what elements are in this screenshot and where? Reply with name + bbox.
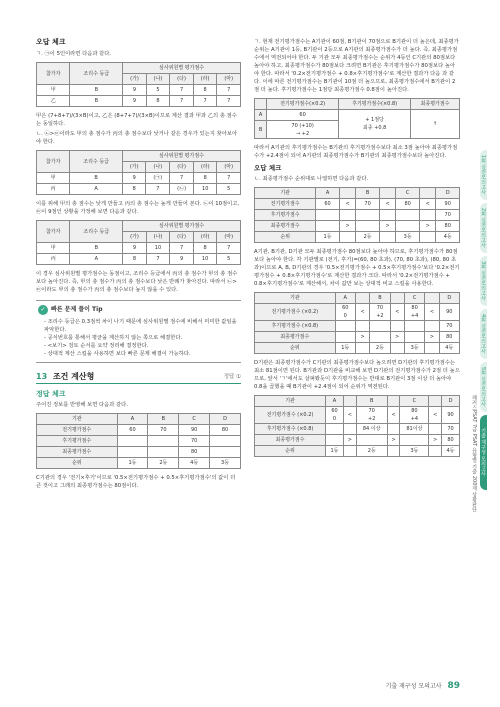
cell: 10: [193, 254, 217, 265]
th-col: (가): [122, 162, 145, 173]
cell: B: [70, 173, 123, 184]
para-4: 주어진 정보를 반영해 보면 다음과 같다.: [36, 402, 128, 408]
cell: 8: [123, 254, 147, 265]
cell: 9: [122, 173, 145, 184]
cell: <: [429, 407, 442, 424]
th: D: [210, 414, 241, 425]
cell: 80: [439, 332, 459, 343]
cell: [356, 221, 379, 232]
th: B: [356, 396, 387, 407]
th: 전기평가점수(×0.2): [267, 99, 339, 110]
cell: 8: [193, 243, 217, 254]
cell: 60 0: [335, 304, 355, 321]
th-col: (나): [146, 232, 170, 243]
table-3: [36, 220, 241, 265]
table-row: [37, 447, 241, 458]
cell: 3등: [400, 446, 429, 457]
cell: >: [429, 435, 442, 446]
lightbulb-icon: ✓: [38, 305, 48, 315]
table-r1: [254, 98, 460, 139]
cell: 60 0: [326, 407, 344, 424]
cell: 80: [396, 199, 419, 210]
th-grade: 조리수 등급: [70, 221, 123, 243]
cell: 9: [123, 96, 147, 107]
table-row: [37, 254, 241, 265]
cell: [326, 435, 344, 446]
th-col: (나): [146, 162, 170, 173]
para-2: 이를 위해 甲의 총 점수는 낮게 만들고 丙의 총 점수는 높게 만들어 본다. ㉡이 10점이고, ㉢이 9점인 상황을 가정해 보면 다음과 같다.: [36, 201, 240, 215]
cell: 7: [146, 254, 170, 265]
cell: 7: [170, 85, 194, 96]
para-r3: A기관, B기관, D기관 모두 최종평가점수 80점보다 높아야 하므로, 후기평가점수가 80점보다 높아야 한다. 각 기관별로 (전기, 후기)=(60, 80 초과), (70, 80 초과), (80, 80 초과)이므로 A, B, D기관의 경우 '0.5×전기평가점수 + 0.5×후기평가점수'보다 '0.2×전기평가점수 + 0.8×후기평가점수'로 계산한 결과가 크다. 따라서 '0.2×전기평가점수 + 0.8×후기평가점수'로 계산해서, 차이 값만 보는 상대적 비교 스킬을 사용한다.: [254, 249, 460, 287]
cell: 1등: [335, 343, 355, 354]
answer-label: 정답 ①: [223, 374, 241, 380]
th: 기관: [255, 396, 326, 407]
cell: [326, 424, 344, 435]
cell: 7: [170, 243, 194, 254]
cell: [339, 232, 356, 243]
cell: [404, 332, 424, 343]
cell: <: [339, 199, 356, 210]
cell: 5: [217, 184, 241, 195]
cell: 7: [170, 96, 194, 107]
cell: 5: [146, 85, 170, 96]
cell: 70: [442, 424, 460, 435]
table-row: [37, 436, 241, 447]
cell: 70 +2: [356, 407, 387, 424]
section-title: [36, 373, 94, 381]
cell: 70: [148, 425, 179, 436]
th: A: [326, 396, 344, 407]
th-col: (라): [193, 232, 217, 243]
cell: 전기평가점수: [255, 199, 316, 210]
cell: 丙: [37, 184, 70, 195]
cell: [356, 435, 387, 446]
th: [255, 99, 267, 110]
th-col: (가): [123, 232, 147, 243]
item-n: ㄴ. ㉡>㉢이라도 甲의 총 점수가 丙의 총 점수보다 낮거나 같은 경우가 있는지 찾아보아야 한다.: [36, 131, 238, 145]
cell: [148, 447, 179, 458]
cell: 70: [439, 321, 459, 332]
table-2: [36, 150, 241, 195]
table-row: [37, 425, 241, 436]
th-col: (가): [123, 74, 147, 85]
cell: A: [70, 184, 123, 195]
cell: 4등: [442, 446, 460, 457]
section-header: [36, 373, 241, 384]
th: C: [404, 293, 424, 304]
th: [429, 396, 442, 407]
th: 기관: [255, 293, 336, 304]
cell: 60: [117, 425, 148, 436]
cell: >: [390, 332, 404, 343]
tip-item: - 상대적 계산 스킬을 사용하면 보다 빠른 문제 해결이 가능하다.: [44, 351, 191, 357]
th-col: (다): [170, 162, 194, 173]
cell: (㉡): [170, 184, 194, 195]
cell: <: [379, 199, 396, 210]
cell: >: [425, 332, 439, 343]
cell: <: [390, 304, 404, 321]
cell: A: [255, 110, 267, 121]
cell: [387, 446, 400, 457]
cell: [387, 424, 400, 435]
th-col: (마): [217, 162, 241, 173]
tip-item: - <보기> 검토 순서를 요약 정리해 결정한다.: [44, 343, 149, 349]
table-r4: [254, 395, 460, 457]
cell: 80: [210, 425, 241, 436]
table-row: [255, 199, 460, 210]
cell: 최종평가점수: [255, 221, 316, 232]
cell: >: [387, 435, 400, 446]
cell: 4등: [179, 458, 210, 469]
cell: [355, 343, 369, 354]
th-span: 심사위원별 평가점수: [123, 221, 241, 232]
book-title-vertical: 해커스PSAT 7급 PSAT 유형별 기출 200제 상황판단: [471, 395, 477, 512]
cell: + 1점당 최종 +0.8: [339, 110, 411, 139]
cell: 9: [170, 254, 194, 265]
table-row: [255, 435, 460, 446]
item-n-right: ㄴ. 최종평가점수 순위대로 나열하면 다음과 같다.: [254, 176, 369, 182]
cell: [419, 210, 436, 221]
th: D: [442, 396, 460, 407]
quick-tip-box: [36, 300, 241, 363]
table-row: [37, 458, 241, 469]
cell: >: [343, 435, 356, 446]
table-r2: [254, 187, 460, 243]
table-1: [36, 62, 241, 107]
para-1: 甲은 (7+8+7)/(3×B)이고, 乙은 (8+7+7)/(3×B)이므로 계산 결과 甲과 乙의 총 점수는 동일하다.: [36, 113, 237, 127]
cell: 4등: [436, 232, 460, 243]
cell: [429, 446, 442, 457]
table-row: [255, 446, 460, 457]
table-row: [255, 210, 460, 221]
table-row: [37, 243, 241, 254]
cell: >: [419, 221, 436, 232]
cell: 80: [442, 435, 460, 446]
th-span: 심사위원별 평가점수: [123, 63, 241, 74]
th: [390, 293, 404, 304]
th-grade: 조리수 등급: [70, 151, 123, 173]
cell: B: [255, 121, 267, 139]
cell: 60: [267, 110, 339, 121]
side-tab[interactable]: 5회 실전모의고사: [480, 362, 487, 412]
cell: 乙: [37, 96, 70, 107]
cell: 81이상: [400, 424, 429, 435]
cell: [316, 210, 339, 221]
cell: 7: [146, 184, 170, 195]
th: C: [400, 396, 429, 407]
cell: >: [339, 221, 356, 232]
cell: B: [70, 96, 123, 107]
cell: [335, 332, 355, 343]
th: B: [356, 188, 379, 199]
cell: 70: [179, 436, 210, 447]
cell: 2등: [356, 232, 379, 243]
para-5: C기관의 경우 '전기×후기'이므로 '0.5×전기평가점수 + 0.5×후기평가점수'의 값이 더 큰 것이고 그래의 최종평가점수는 80점이다.: [36, 475, 236, 489]
table-row: [255, 304, 460, 321]
cell: 7: [217, 173, 241, 184]
cell: [425, 343, 439, 354]
cell: 2등: [356, 446, 387, 457]
th: 후기평가점수(×0.8): [339, 99, 411, 110]
cell: [379, 210, 396, 221]
cell: 전기평가점수 (×0.2): [255, 407, 326, 424]
cell: <: [387, 407, 400, 424]
cell: [419, 232, 436, 243]
cell: 3등: [396, 232, 419, 243]
cell: 순위: [255, 343, 336, 354]
cell: 1등: [117, 458, 148, 469]
table-row: [37, 85, 241, 96]
cell: [390, 343, 404, 354]
table-r3: [254, 292, 460, 354]
cell: [343, 424, 356, 435]
cell: 10: [193, 184, 216, 195]
th: B: [148, 414, 179, 425]
cell: [148, 436, 179, 447]
cell: 80 +4: [400, 407, 429, 424]
th: [355, 293, 369, 304]
item-g: ㄱ. ㉠이 5인이라면 다음과 같다.: [36, 51, 112, 57]
th: [419, 188, 436, 199]
th: 최종평가점수: [411, 99, 460, 110]
cell: 순위: [37, 458, 118, 469]
th: [379, 188, 396, 199]
table-row: [37, 173, 241, 184]
cell: >: [355, 332, 369, 343]
cell: 80 +4: [404, 304, 424, 321]
cell: 丙: [37, 254, 70, 265]
th: [387, 396, 400, 407]
cell: [210, 447, 241, 458]
cell: 1등: [326, 446, 344, 457]
cell: [117, 436, 148, 447]
para-r4: D기관은 최종평가점수가 C기관의 최종평가점수보다 높으려면 D기관의 후기평가점수는 최소 81점이면 된다. B기관과 D기관을 비교해 보면 D기관의 전기평가점수가 2점 더 높으므로, 앞서 'ㄱ'에서도 살펴봤듯이 후기평가점수는 반대로 B기관이 3점 이상 더 높아야 0.8을 곱했을 때 B기관이 +2.4점이 되어 순위가 역전된다.: [254, 360, 460, 390]
cell: 70: [356, 199, 379, 210]
cell: <: [425, 304, 439, 321]
th: [425, 293, 439, 304]
cell: 2등: [370, 343, 390, 354]
cell: <: [355, 304, 369, 321]
tip-item: - 조리수 등급은 0.3점씩 차이 나기 때문에 심사위원별 점수에 비해서 미미한 값임을 파악한다.: [44, 319, 237, 333]
page-number: 89: [447, 681, 460, 691]
cell: 후기평가점수 (×0.8): [255, 321, 336, 332]
right-column: [254, 38, 460, 462]
cell: [335, 321, 355, 332]
th: [343, 396, 356, 407]
section-name: 조건 계산형: [52, 372, 95, 381]
th-col: (마): [217, 232, 241, 243]
cell: 90: [436, 199, 460, 210]
table-row: [255, 332, 460, 343]
cell: [210, 436, 241, 447]
th-col: (라): [193, 162, 216, 173]
th: C: [396, 188, 419, 199]
cell: 최종평가점수: [255, 435, 326, 446]
th-col: (나): [146, 74, 170, 85]
cell: [356, 210, 379, 221]
cell: (㉠): [146, 173, 170, 184]
cell: 70: [436, 210, 460, 221]
cell: 84 이상: [356, 424, 387, 435]
table-row: [255, 221, 460, 232]
cell: [396, 221, 419, 232]
th: 기관: [255, 188, 316, 199]
cell: [379, 232, 396, 243]
th-participant: 참가자: [37, 151, 70, 173]
tip-item: - 공식번호를 통해서 평균을 계산하지 않는 쪽으로 해결한다.: [44, 335, 183, 341]
cell: [429, 424, 442, 435]
cell: 전기평가점수 (×0.2): [255, 304, 336, 321]
cell: [355, 321, 369, 332]
th: A: [117, 414, 148, 425]
cell: 후기평가점수: [255, 210, 316, 221]
cell: [404, 321, 424, 332]
side-tab[interactable]: 3회 실전모의고사: [480, 256, 487, 306]
left-column: [36, 38, 241, 492]
cell: >: [379, 221, 396, 232]
cell: 70 +2: [370, 304, 390, 321]
th: [339, 188, 356, 199]
th: C: [179, 414, 210, 425]
cell: 최종평가점수: [37, 447, 118, 458]
cell: 8: [193, 85, 217, 96]
table-row: [255, 343, 460, 354]
side-tab[interactable]: 1회 실전모의고사: [480, 150, 487, 200]
side-tab-active[interactable]: 기출 재구성 모의고사: [480, 415, 487, 490]
cell: 최종평가점수: [255, 332, 336, 343]
cell: 甲: [37, 173, 70, 184]
cell: 7: [217, 243, 241, 254]
th-participant: 참가자: [37, 221, 70, 243]
page-footer: [386, 681, 460, 691]
th: 기관: [37, 414, 118, 425]
wrong-check-heading-2: 오답 체크: [254, 164, 282, 172]
side-tab-strip: [480, 150, 500, 493]
cell: 甲: [37, 243, 70, 254]
table-row: [255, 232, 460, 243]
cell: 7: [217, 96, 241, 107]
para-3: 이 경우 심사위원별 평가점수는 동점이고, 조리수 등급에서 丙의 총 점수가 甲의 총 점수보다 높아진다. 즉, 甲의 총 점수가 丙의 총 점수보다 낮은 반례가 찾아진다. 따라서 ㉡>㉢이라도 甲의 총 점수가 丙의 총 점수보다 높지 않을 수 있다.: [36, 271, 238, 293]
table-4: [36, 413, 241, 469]
table-row: [255, 424, 460, 435]
cell: 8: [193, 173, 216, 184]
cell: 8: [146, 96, 170, 107]
cell: [370, 321, 390, 332]
th: D: [439, 293, 459, 304]
side-tab[interactable]: 2회 실전모의고사: [480, 203, 487, 253]
cell: 90: [442, 407, 460, 424]
cell: <: [343, 407, 356, 424]
para-r1: ㄱ. 현재 전기평가점수는 A기관이 60점, B기관이 70점으로 B기관이 더 높은데, 최종평가순위는 A기관이 1등, B기관이 2등으로 A기관의 최종평가점수가 더 높다. 즉, 최종평가점수에서 역전되어야 한다. 두 기관 모두 최종평가점수는 순위가 4등인 C기관의 80점보다 높아야 하고, 최종평가점수가 80점보다 크려면 B기관은 후기평가점수가 80점보다 높아야 한다. 따라서 '0.2×전기평가점수 + 0.8×후기평가점수'로 계산한 결과가 다음 과 같다. 이에 따른 전기평가점수는 B기관이 10점 더 높으므로, 최종평가점수에서 B기관이 2점 더 높다. 후기평가점수는 1점당 최종평가점수 0.8점이 높아진다.: [254, 39, 459, 93]
th-col: (라): [193, 74, 217, 85]
table-row: [37, 184, 241, 195]
cell: 90: [179, 425, 210, 436]
tip-title-row: [38, 305, 239, 315]
cell: 9: [123, 85, 147, 96]
cell: 4등: [439, 343, 459, 354]
th-col: (다): [170, 232, 194, 243]
cell: 3등: [404, 343, 424, 354]
cell: 7: [217, 85, 241, 96]
th-grade: 조리수 등급: [70, 63, 123, 85]
cell: 7: [170, 173, 194, 184]
cell: [117, 447, 148, 458]
cell: 10: [146, 243, 170, 254]
cell: A: [70, 254, 123, 265]
cell: 3등: [210, 458, 241, 469]
side-tab[interactable]: 4회 실전모의고사: [480, 309, 487, 359]
cell: [339, 210, 356, 221]
cell: 순위: [255, 232, 316, 243]
cell: 2등: [148, 458, 179, 469]
th: A: [316, 188, 339, 199]
cell: 후기평가점수 (×0.8): [255, 424, 326, 435]
cell: 甲: [37, 85, 70, 96]
cell: [425, 321, 439, 332]
cell: 5: [217, 254, 241, 265]
para-r2: 따라서 A기관의 후기평가점수는 B기관의 후기평가점수보다 최소 3점 높아야 최종평가점수가 +2.4점이 되어 A기관의 최종평가점수가 B기관의 최종평가점수보다 높아진다.: [254, 145, 458, 159]
cell: [316, 221, 339, 232]
th: A: [335, 293, 355, 304]
cell: 60: [316, 199, 339, 210]
th: D: [436, 188, 460, 199]
cell: [400, 435, 429, 446]
cell: ↑: [411, 110, 460, 139]
cell: 80: [179, 447, 210, 458]
table-row: [37, 96, 241, 107]
cell: 80: [436, 221, 460, 232]
cell: 7: [193, 96, 217, 107]
th-span: 심사위원별 평가점수: [122, 151, 240, 162]
tip-title: 빠른 문제 풀이 Tip: [51, 306, 103, 313]
cell: 70 (+10) → +2: [267, 121, 339, 139]
th-col: (다): [170, 74, 194, 85]
table-row: [255, 110, 460, 121]
th-participant: 참가자: [37, 63, 70, 85]
cell: [370, 332, 390, 343]
cell: 후기평가점수: [37, 436, 118, 447]
cell: B: [70, 85, 123, 96]
cell: 1등: [316, 232, 339, 243]
th: B: [370, 293, 390, 304]
cell: 9: [123, 243, 147, 254]
table-row: [255, 407, 460, 424]
cell: [396, 210, 419, 221]
table-row: [255, 321, 460, 332]
cell: 90: [439, 304, 459, 321]
th-col: (마): [217, 74, 241, 85]
cell: 8: [122, 184, 145, 195]
answer-check-heading: 정답 체크: [36, 390, 66, 398]
cell: B: [70, 243, 123, 254]
wrong-check-heading: 오답 체크: [36, 38, 66, 46]
footer-label: 기출 재구성 모의고사: [385, 683, 442, 690]
cell: 순위: [255, 446, 326, 457]
cell: [390, 321, 404, 332]
section-number: 13: [36, 372, 48, 381]
cell: 전기평가점수: [37, 425, 118, 436]
cell: [343, 446, 356, 457]
cell: <: [419, 199, 436, 210]
